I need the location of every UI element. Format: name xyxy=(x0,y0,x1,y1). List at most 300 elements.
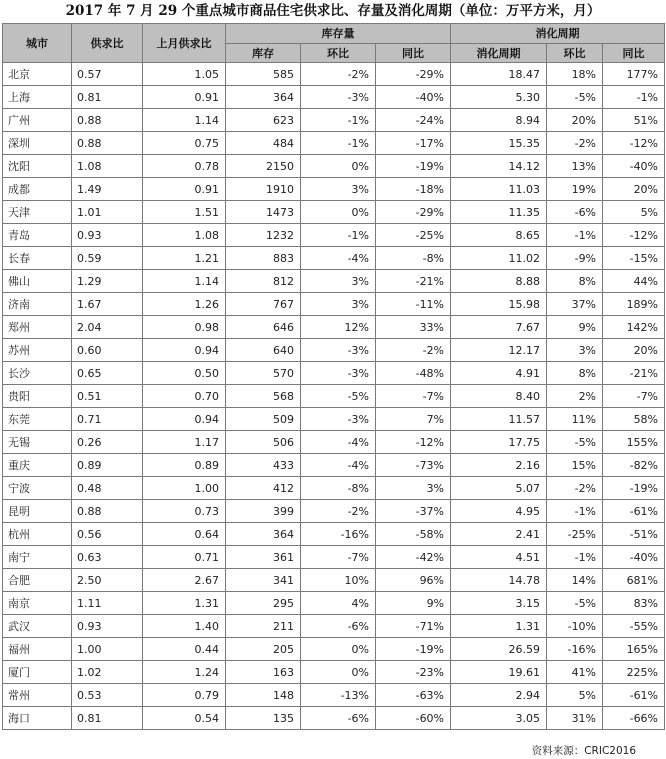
cell-digest-yoy: -7% xyxy=(603,385,665,408)
cell-city: 深圳 xyxy=(3,132,72,155)
cell-digest-period: 19.61 xyxy=(451,661,547,684)
cell-inventory: 646 xyxy=(226,316,301,339)
cell-supply-ratio: 0.88 xyxy=(72,500,143,523)
table-row xyxy=(3,431,665,454)
cell-digest-mom: 14% xyxy=(547,569,603,592)
cell-digest-mom: 8% xyxy=(547,362,603,385)
cell-city: 无锡 xyxy=(3,431,72,454)
cell-digest-yoy: -19% xyxy=(603,477,665,500)
cell-inventory-yoy: -73% xyxy=(376,454,451,477)
cell-digest-yoy: -82% xyxy=(603,454,665,477)
cell-digest-yoy: 44% xyxy=(603,270,665,293)
cell-prev-supply-ratio: 1.08 xyxy=(143,224,226,247)
cell-supply-ratio: 0.65 xyxy=(72,362,143,385)
cell-digest-period: 5.07 xyxy=(451,477,547,500)
cell-inventory-mom: -3% xyxy=(301,408,376,431)
cell-digest-mom: -2% xyxy=(547,132,603,155)
table-row xyxy=(3,155,665,178)
cell-city: 上海 xyxy=(3,86,72,109)
cell-digest-yoy: -40% xyxy=(603,155,665,178)
cell-inventory: 767 xyxy=(226,293,301,316)
cell-inventory-yoy: -18% xyxy=(376,178,451,201)
table-row xyxy=(3,592,665,615)
header-inventory-mom: 环比 xyxy=(301,44,376,63)
cell-inventory-yoy: -23% xyxy=(376,661,451,684)
cell-supply-ratio: 0.63 xyxy=(72,546,143,569)
cell-digest-period: 4.95 xyxy=(451,500,547,523)
cell-digest-period: 26.59 xyxy=(451,638,547,661)
cell-inventory: 361 xyxy=(226,546,301,569)
cell-inventory-yoy: -25% xyxy=(376,224,451,247)
cell-digest-period: 8.65 xyxy=(451,224,547,247)
cell-inventory-mom: -4% xyxy=(301,247,376,270)
cell-inventory-mom: 3% xyxy=(301,293,376,316)
cell-prev-supply-ratio: 0.75 xyxy=(143,132,226,155)
header-digest-mom: 环比 xyxy=(547,44,603,63)
header-supply-ratio: 供求比 xyxy=(72,24,143,63)
cell-city: 福州 xyxy=(3,638,72,661)
table-row xyxy=(3,477,665,500)
cell-digest-yoy: 165% xyxy=(603,638,665,661)
cell-inventory-yoy: -24% xyxy=(376,109,451,132)
cell-inventory: 211 xyxy=(226,615,301,638)
cell-inventory-mom: 10% xyxy=(301,569,376,592)
cell-prev-supply-ratio: 1.21 xyxy=(143,247,226,270)
cell-inventory-mom: 3% xyxy=(301,178,376,201)
table-title: 2017 年 7 月 29 个重点城市商品住宅供求比、存量及消化周期（单位：万平方米，月） xyxy=(65,3,601,19)
cell-inventory: 295 xyxy=(226,592,301,615)
cell-digest-yoy: 189% xyxy=(603,293,665,316)
cell-digest-period: 17.75 xyxy=(451,431,547,454)
cell-digest-mom: 37% xyxy=(547,293,603,316)
cell-inventory-mom: -3% xyxy=(301,362,376,385)
cell-inventory-mom: -4% xyxy=(301,431,376,454)
cell-supply-ratio: 0.71 xyxy=(72,408,143,431)
cell-prev-supply-ratio: 1.40 xyxy=(143,615,226,638)
cell-city: 杭州 xyxy=(3,523,72,546)
table-row xyxy=(3,569,665,592)
cell-inventory-mom: -3% xyxy=(301,339,376,362)
cell-supply-ratio: 2.04 xyxy=(72,316,143,339)
header-inventory-yoy: 同比 xyxy=(376,44,451,63)
cell-digest-yoy: 20% xyxy=(603,339,665,362)
cell-inventory-yoy: 33% xyxy=(376,316,451,339)
cell-digest-mom: 20% xyxy=(547,109,603,132)
cell-inventory-mom: -6% xyxy=(301,707,376,730)
cell-inventory: 412 xyxy=(226,477,301,500)
cell-digest-mom: 18% xyxy=(547,63,603,86)
cell-digest-mom: 9% xyxy=(547,316,603,339)
cell-digest-yoy: -55% xyxy=(603,615,665,638)
table-header xyxy=(3,24,665,63)
cell-inventory-yoy: -58% xyxy=(376,523,451,546)
cell-digest-yoy: 83% xyxy=(603,592,665,615)
cell-digest-yoy: -40% xyxy=(603,546,665,569)
cell-inventory-yoy: -21% xyxy=(376,270,451,293)
cell-prev-supply-ratio: 0.91 xyxy=(143,178,226,201)
cell-digest-yoy: 58% xyxy=(603,408,665,431)
cell-supply-ratio: 0.93 xyxy=(72,224,143,247)
cell-inventory: 570 xyxy=(226,362,301,385)
table-row xyxy=(3,362,665,385)
cell-inventory-mom: 0% xyxy=(301,638,376,661)
cell-prev-supply-ratio: 1.26 xyxy=(143,293,226,316)
cell-inventory: 364 xyxy=(226,523,301,546)
cell-prev-supply-ratio: 0.71 xyxy=(143,546,226,569)
cell-supply-ratio: 0.88 xyxy=(72,132,143,155)
cell-digest-period: 11.35 xyxy=(451,201,547,224)
cell-digest-yoy: -21% xyxy=(603,362,665,385)
table-row xyxy=(3,86,665,109)
table-row xyxy=(3,707,665,730)
cell-city: 佛山 xyxy=(3,270,72,293)
cell-city: 天津 xyxy=(3,201,72,224)
header-digest-period: 消化周期 xyxy=(451,44,547,63)
cell-city: 苏州 xyxy=(3,339,72,362)
cell-inventory: 812 xyxy=(226,270,301,293)
cell-inventory: 433 xyxy=(226,454,301,477)
cell-city: 广州 xyxy=(3,109,72,132)
header-inventory: 库存 xyxy=(226,44,301,63)
cell-digest-mom: -9% xyxy=(547,247,603,270)
header-inventory-group: 库存量 xyxy=(226,24,451,44)
cell-prev-supply-ratio: 2.67 xyxy=(143,569,226,592)
cell-digest-mom: 19% xyxy=(547,178,603,201)
cell-digest-period: 5.30 xyxy=(451,86,547,109)
cell-city: 贵阳 xyxy=(3,385,72,408)
cell-digest-period: 18.47 xyxy=(451,63,547,86)
cell-prev-supply-ratio: 0.94 xyxy=(143,339,226,362)
cell-supply-ratio: 1.49 xyxy=(72,178,143,201)
cell-inventory: 148 xyxy=(226,684,301,707)
cell-digest-yoy: 225% xyxy=(603,661,665,684)
supply-demand-table xyxy=(2,23,665,730)
table-row xyxy=(3,201,665,224)
cell-inventory: 205 xyxy=(226,638,301,661)
cell-inventory: 399 xyxy=(226,500,301,523)
cell-prev-supply-ratio: 0.78 xyxy=(143,155,226,178)
table-row xyxy=(3,316,665,339)
cell-digest-mom: -10% xyxy=(547,615,603,638)
cell-supply-ratio: 0.48 xyxy=(72,477,143,500)
cell-inventory: 484 xyxy=(226,132,301,155)
cell-inventory-yoy: -40% xyxy=(376,86,451,109)
cell-prev-supply-ratio: 0.79 xyxy=(143,684,226,707)
cell-inventory-mom: 3% xyxy=(301,270,376,293)
cell-inventory-mom: -1% xyxy=(301,224,376,247)
cell-city: 厦门 xyxy=(3,661,72,684)
cell-city: 济南 xyxy=(3,293,72,316)
cell-prev-supply-ratio: 0.54 xyxy=(143,707,226,730)
cell-inventory: 623 xyxy=(226,109,301,132)
cell-city: 长沙 xyxy=(3,362,72,385)
table-row xyxy=(3,385,665,408)
cell-city: 合肥 xyxy=(3,569,72,592)
cell-digest-period: 3.15 xyxy=(451,592,547,615)
cell-inventory-yoy: -17% xyxy=(376,132,451,155)
cell-prev-supply-ratio: 0.91 xyxy=(143,86,226,109)
cell-inventory-yoy: -12% xyxy=(376,431,451,454)
cell-city: 昆明 xyxy=(3,500,72,523)
cell-supply-ratio: 0.89 xyxy=(72,454,143,477)
cell-digest-period: 14.78 xyxy=(451,569,547,592)
cell-prev-supply-ratio: 1.00 xyxy=(143,477,226,500)
cell-inventory-yoy: 7% xyxy=(376,408,451,431)
cell-inventory-yoy: -19% xyxy=(376,155,451,178)
cell-city: 宁波 xyxy=(3,477,72,500)
cell-prev-supply-ratio: 1.14 xyxy=(143,109,226,132)
cell-inventory: 509 xyxy=(226,408,301,431)
table-row xyxy=(3,638,665,661)
cell-digest-yoy: -1% xyxy=(603,86,665,109)
cell-digest-mom: 13% xyxy=(547,155,603,178)
cell-digest-yoy: 5% xyxy=(603,201,665,224)
cell-city: 郑州 xyxy=(3,316,72,339)
cell-inventory-mom: 0% xyxy=(301,155,376,178)
cell-inventory-yoy: -63% xyxy=(376,684,451,707)
table-row xyxy=(3,500,665,523)
cell-digest-mom: 2% xyxy=(547,385,603,408)
cell-supply-ratio: 0.93 xyxy=(72,615,143,638)
cell-inventory-yoy: -37% xyxy=(376,500,451,523)
cell-digest-yoy: -12% xyxy=(603,132,665,155)
cell-supply-ratio: 0.60 xyxy=(72,339,143,362)
cell-city: 北京 xyxy=(3,63,72,86)
cell-city: 常州 xyxy=(3,684,72,707)
cell-inventory-yoy: -11% xyxy=(376,293,451,316)
cell-city: 南京 xyxy=(3,592,72,615)
cell-digest-period: 3.05 xyxy=(451,707,547,730)
cell-inventory-mom: -2% xyxy=(301,63,376,86)
cell-inventory-mom: -16% xyxy=(301,523,376,546)
cell-digest-period: 11.57 xyxy=(451,408,547,431)
cell-supply-ratio: 0.51 xyxy=(72,385,143,408)
table-row xyxy=(3,661,665,684)
cell-digest-period: 8.40 xyxy=(451,385,547,408)
cell-inventory: 640 xyxy=(226,339,301,362)
cell-inventory-yoy: -29% xyxy=(376,63,451,86)
cell-digest-yoy: 681% xyxy=(603,569,665,592)
cell-inventory: 1232 xyxy=(226,224,301,247)
cell-inventory: 506 xyxy=(226,431,301,454)
cell-inventory-mom: -2% xyxy=(301,500,376,523)
cell-digest-yoy: 51% xyxy=(603,109,665,132)
cell-supply-ratio: 1.00 xyxy=(72,638,143,661)
cell-digest-yoy: -12% xyxy=(603,224,665,247)
table-row xyxy=(3,523,665,546)
cell-prev-supply-ratio: 1.24 xyxy=(143,661,226,684)
cell-supply-ratio: 1.67 xyxy=(72,293,143,316)
cell-digest-yoy: 20% xyxy=(603,178,665,201)
header-digest-yoy: 同比 xyxy=(603,44,665,63)
table-row xyxy=(3,293,665,316)
cell-digest-period: 2.16 xyxy=(451,454,547,477)
table-row xyxy=(3,615,665,638)
source-note: 资料来源：CRIC2016 xyxy=(531,745,636,757)
cell-inventory-mom: -6% xyxy=(301,615,376,638)
cell-digest-mom: 3% xyxy=(547,339,603,362)
cell-digest-mom: 5% xyxy=(547,684,603,707)
cell-digest-period: 15.98 xyxy=(451,293,547,316)
cell-supply-ratio: 1.08 xyxy=(72,155,143,178)
cell-digest-mom: -6% xyxy=(547,201,603,224)
cell-city: 南宁 xyxy=(3,546,72,569)
cell-digest-yoy: 155% xyxy=(603,431,665,454)
cell-digest-mom: 8% xyxy=(547,270,603,293)
cell-prev-supply-ratio: 0.44 xyxy=(143,638,226,661)
cell-digest-yoy: -15% xyxy=(603,247,665,270)
cell-inventory-yoy: -29% xyxy=(376,201,451,224)
cell-digest-period: 7.67 xyxy=(451,316,547,339)
cell-inventory-mom: 12% xyxy=(301,316,376,339)
cell-digest-period: 11.02 xyxy=(451,247,547,270)
cell-digest-mom: -2% xyxy=(547,477,603,500)
cell-digest-yoy: 142% xyxy=(603,316,665,339)
table-row xyxy=(3,224,665,247)
cell-inventory-mom: -8% xyxy=(301,477,376,500)
cell-city: 武汉 xyxy=(3,615,72,638)
cell-city: 海口 xyxy=(3,707,72,730)
cell-city: 青岛 xyxy=(3,224,72,247)
cell-prev-supply-ratio: 0.50 xyxy=(143,362,226,385)
cell-prev-supply-ratio: 0.64 xyxy=(143,523,226,546)
cell-digest-period: 4.51 xyxy=(451,546,547,569)
cell-digest-period: 12.17 xyxy=(451,339,547,362)
cell-supply-ratio: 0.81 xyxy=(72,86,143,109)
cell-city: 沈阳 xyxy=(3,155,72,178)
cell-city: 成都 xyxy=(3,178,72,201)
header-city: 城市 xyxy=(3,24,72,63)
cell-inventory-mom: -13% xyxy=(301,684,376,707)
cell-city: 重庆 xyxy=(3,454,72,477)
cell-digest-period: 8.88 xyxy=(451,270,547,293)
cell-prev-supply-ratio: 0.94 xyxy=(143,408,226,431)
cell-city: 东莞 xyxy=(3,408,72,431)
cell-inventory-yoy: 9% xyxy=(376,592,451,615)
cell-digest-mom: 31% xyxy=(547,707,603,730)
cell-supply-ratio: 0.59 xyxy=(72,247,143,270)
cell-prev-supply-ratio: 0.89 xyxy=(143,454,226,477)
cell-inventory: 883 xyxy=(226,247,301,270)
cell-digest-yoy: -61% xyxy=(603,684,665,707)
cell-supply-ratio: 0.53 xyxy=(72,684,143,707)
header-digest-group: 消化周期 xyxy=(451,24,665,44)
cell-inventory-mom: -1% xyxy=(301,132,376,155)
cell-inventory: 341 xyxy=(226,569,301,592)
cell-inventory-yoy: 96% xyxy=(376,569,451,592)
table-row xyxy=(3,339,665,362)
cell-supply-ratio: 0.56 xyxy=(72,523,143,546)
cell-inventory-mom: -5% xyxy=(301,385,376,408)
cell-digest-mom: -5% xyxy=(547,86,603,109)
cell-inventory: 585 xyxy=(226,63,301,86)
cell-digest-mom: -5% xyxy=(547,592,603,615)
cell-inventory: 1910 xyxy=(226,178,301,201)
cell-digest-period: 11.03 xyxy=(451,178,547,201)
cell-supply-ratio: 0.57 xyxy=(72,63,143,86)
cell-supply-ratio: 1.29 xyxy=(72,270,143,293)
cell-digest-period: 8.94 xyxy=(451,109,547,132)
cell-inventory-yoy: -71% xyxy=(376,615,451,638)
cell-inventory: 364 xyxy=(226,86,301,109)
cell-inventory-mom: -1% xyxy=(301,109,376,132)
cell-inventory-yoy: -8% xyxy=(376,247,451,270)
cell-supply-ratio: 0.88 xyxy=(72,109,143,132)
cell-inventory: 568 xyxy=(226,385,301,408)
cell-digest-yoy: -61% xyxy=(603,500,665,523)
table-row xyxy=(3,408,665,431)
cell-prev-supply-ratio: 0.73 xyxy=(143,500,226,523)
cell-prev-supply-ratio: 1.14 xyxy=(143,270,226,293)
table-row xyxy=(3,63,665,86)
cell-supply-ratio: 1.02 xyxy=(72,661,143,684)
cell-digest-mom: 41% xyxy=(547,661,603,684)
table-row xyxy=(3,270,665,293)
cell-inventory-yoy: -60% xyxy=(376,707,451,730)
header-prev-supply-ratio: 上月供求比 xyxy=(143,24,226,63)
cell-inventory-yoy: 3% xyxy=(376,477,451,500)
cell-inventory-yoy: -2% xyxy=(376,339,451,362)
cell-digest-mom: -16% xyxy=(547,638,603,661)
cell-inventory: 1473 xyxy=(226,201,301,224)
cell-inventory-mom: 0% xyxy=(301,661,376,684)
cell-inventory-mom: -7% xyxy=(301,546,376,569)
cell-inventory: 2150 xyxy=(226,155,301,178)
table-row xyxy=(3,684,665,707)
table-row xyxy=(3,247,665,270)
cell-digest-mom: -1% xyxy=(547,500,603,523)
cell-prev-supply-ratio: 1.51 xyxy=(143,201,226,224)
cell-inventory-yoy: -7% xyxy=(376,385,451,408)
table-row xyxy=(3,546,665,569)
cell-digest-period: 15.35 xyxy=(451,132,547,155)
cell-prev-supply-ratio: 0.98 xyxy=(143,316,226,339)
cell-city: 长春 xyxy=(3,247,72,270)
cell-supply-ratio: 2.50 xyxy=(72,569,143,592)
cell-digest-yoy: 177% xyxy=(603,63,665,86)
table-row xyxy=(3,454,665,477)
cell-inventory: 135 xyxy=(226,707,301,730)
cell-supply-ratio: 0.81 xyxy=(72,707,143,730)
cell-inventory-mom: 0% xyxy=(301,201,376,224)
cell-inventory-yoy: -19% xyxy=(376,638,451,661)
cell-inventory-mom: -3% xyxy=(301,86,376,109)
cell-digest-period: 4.91 xyxy=(451,362,547,385)
cell-supply-ratio: 0.26 xyxy=(72,431,143,454)
cell-inventory: 163 xyxy=(226,661,301,684)
cell-inventory-yoy: -42% xyxy=(376,546,451,569)
cell-digest-period: 1.31 xyxy=(451,615,547,638)
cell-inventory-mom: 4% xyxy=(301,592,376,615)
cell-prev-supply-ratio: 1.17 xyxy=(143,431,226,454)
table-row xyxy=(3,178,665,201)
cell-digest-yoy: -51% xyxy=(603,523,665,546)
table-row xyxy=(3,132,665,155)
cell-inventory-yoy: -48% xyxy=(376,362,451,385)
cell-digest-period: 2.94 xyxy=(451,684,547,707)
table-row xyxy=(3,109,665,132)
cell-inventory-mom: -4% xyxy=(301,454,376,477)
cell-supply-ratio: 1.11 xyxy=(72,592,143,615)
cell-digest-period: 2.41 xyxy=(451,523,547,546)
table-body xyxy=(3,63,665,730)
cell-digest-mom: -1% xyxy=(547,224,603,247)
cell-digest-mom: -1% xyxy=(547,546,603,569)
cell-digest-period: 14.12 xyxy=(451,155,547,178)
cell-digest-yoy: -66% xyxy=(603,707,665,730)
cell-prev-supply-ratio: 1.05 xyxy=(143,63,226,86)
cell-supply-ratio: 1.01 xyxy=(72,201,143,224)
